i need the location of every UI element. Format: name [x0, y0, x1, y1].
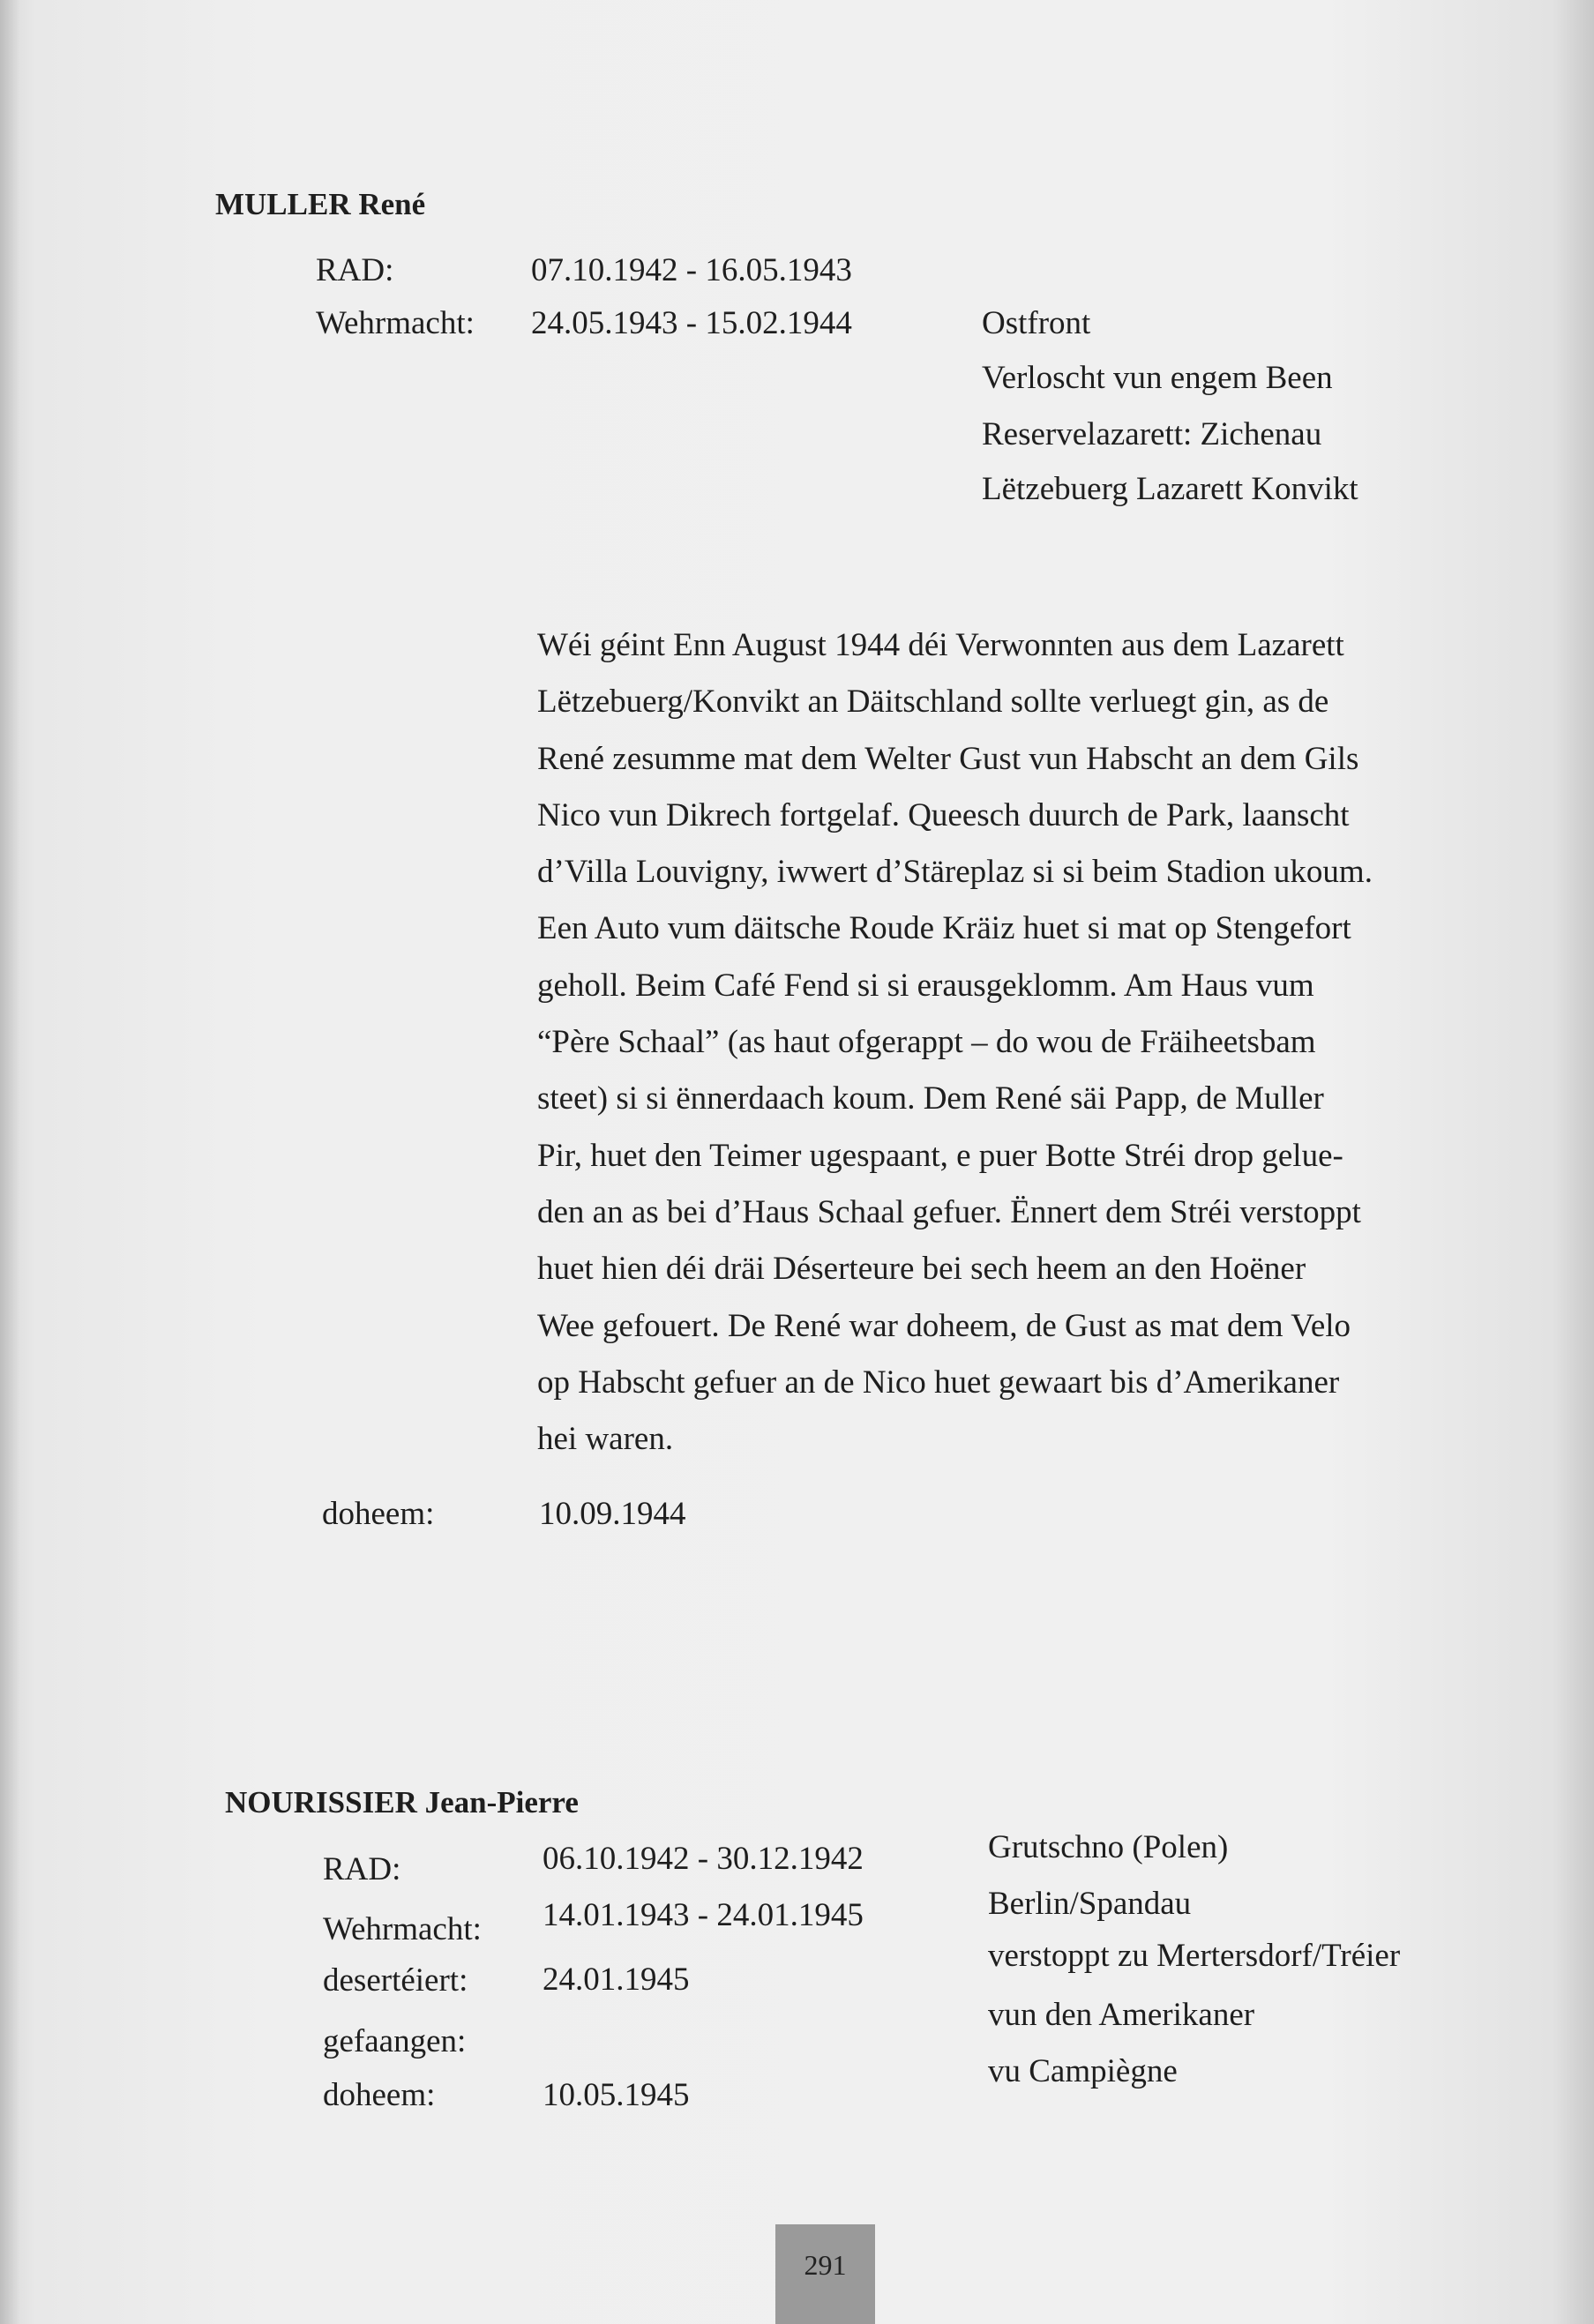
paragraph-line: René zesumme mat dem Welter Gust vun Habscht an dem Gils — [537, 740, 1359, 777]
paragraph-line: steet) si si ënnerdaach koum. Dem René säi Papp, de Muller — [537, 1080, 1324, 1117]
paragraph-line: Wee gefouert. De René war doheem, de Gust as mat dem Velo — [537, 1307, 1351, 1344]
row-label: doheem: — [323, 2077, 436, 2113]
page-number-box — [775, 2224, 875, 2324]
paragraph-line: den an as bei d’Haus Schaal gefuer. Ënnert dem Stréi verstoppt — [537, 1193, 1361, 1230]
paragraph-line: Wéi géint Enn August 1944 déi Verwonnten aus dem Lazarett — [537, 627, 1344, 663]
paragraph-line: hei waren. — [537, 1421, 674, 1458]
note: Berlin/Spandau — [988, 1886, 1192, 1922]
paragraph-line: Nico vun Dikrech fortgelaf. Queesch duurch de Park, laanscht — [537, 796, 1350, 833]
row-label: desertéiert: — [323, 1962, 468, 1999]
row-label: Wehrmacht: — [316, 305, 475, 341]
paragraph-line: Pir, huet den Teimer ugespaant, e puer Botte Stréi drop gelue- — [537, 1137, 1343, 1174]
home-label: doheem: — [322, 1496, 435, 1532]
row-date: 07.10.1942 - 16.05.1943 — [531, 252, 852, 288]
row-label: RAD: — [316, 252, 394, 288]
note: Verloscht vun engem Been — [982, 360, 1333, 396]
row-date: 06.10.1942 - 30.12.1942 — [543, 1841, 864, 1877]
row-label: Wehrmacht: — [323, 1911, 482, 1947]
paragraph-line: “Père Schaal” (as haut ofgerappt – do wou de Fräiheetsbam — [537, 1024, 1316, 1061]
paragraph-line: Een Auto vum däitsche Roude Kräiz huet si mat op Stengefort — [537, 910, 1351, 947]
paragraph-line: d’Villa Louvigny, iwwert d’Stäreplaz si si beim Stadion ukoum. — [537, 854, 1373, 891]
paragraph-line: Lëtzebuerg/Konvikt an Däitschland sollte verluegt gin, as de — [537, 684, 1329, 721]
note: vun den Amerikaner — [988, 1997, 1255, 2033]
row-date: 24.05.1943 - 15.02.1944 — [531, 305, 852, 341]
page-number: 291 — [804, 2249, 847, 2281]
entry-name: NOURISSIER Jean-Pierre — [225, 1785, 579, 1820]
note: Ostfront — [982, 305, 1091, 341]
row-label: gefaangen: — [323, 2023, 467, 2059]
note: vu Campiègne — [988, 2053, 1178, 2089]
note: Reservelazarett: Zichenau — [982, 416, 1322, 452]
paragraph-line: geholl. Beim Café Fend si si erausgeklomm. Am Haus vum — [537, 967, 1314, 1004]
narrative-paragraph — [537, 617, 1437, 1468]
row-date: 10.05.1945 — [543, 2077, 690, 2113]
row-date: 24.01.1945 — [543, 1962, 690, 1998]
paragraph-line: op Habscht gefuer an de Nico huet gewaart bis d’Amerikaner — [537, 1364, 1340, 1401]
home-date: 10.09.1944 — [539, 1496, 686, 1532]
note: Lëtzebuerg Lazarett Konvikt — [982, 471, 1358, 507]
paragraph-line: huet hien déi dräi Déserteure bei sech heem an den Hoëner — [537, 1251, 1306, 1288]
book-spine-shadow — [0, 0, 19, 2324]
row-date: 14.01.1943 - 24.01.1945 — [543, 1897, 864, 1933]
entry-name: MULLER René — [215, 187, 426, 221]
row-label: RAD: — [323, 1851, 401, 1887]
note: Grutschno (Polen) — [988, 1829, 1229, 1865]
note: verstoppt zu Mertersdorf/Tréier — [988, 1938, 1401, 1974]
